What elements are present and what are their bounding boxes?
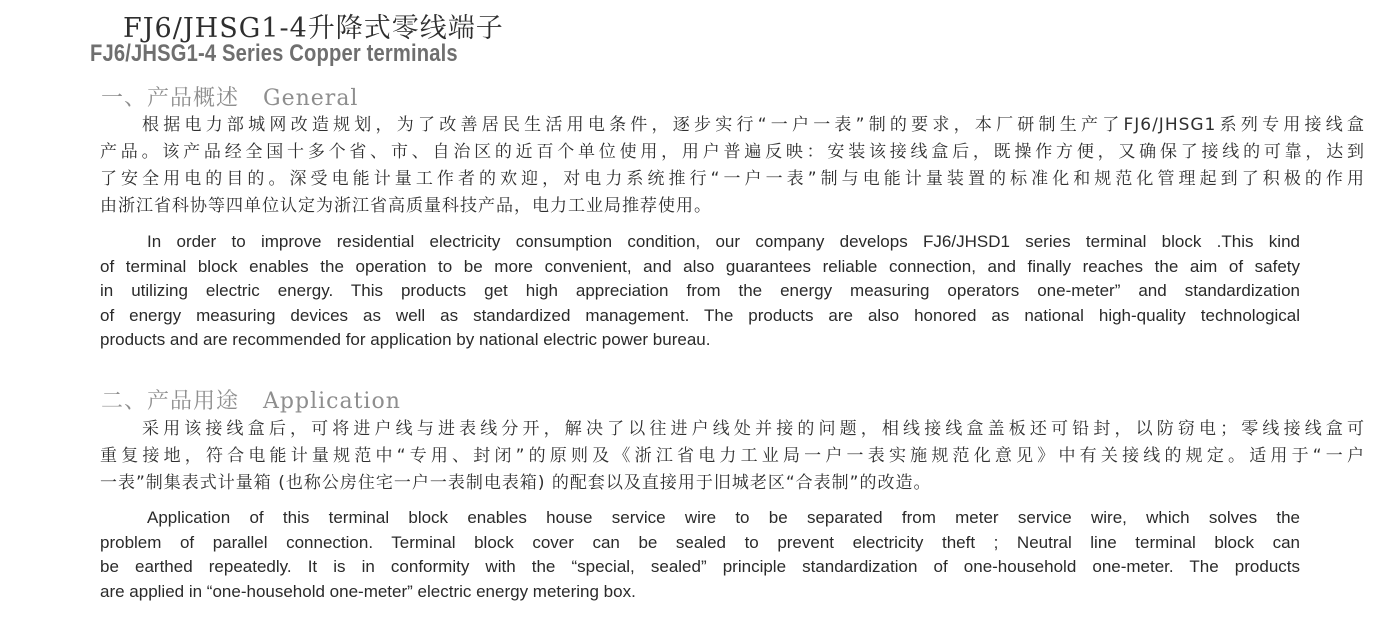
general-cn-line-1: 根据电力部城网改造规划，为了改善居民生活用电条件，逐步实行“一户一表”制的要求，本厂研制生产了FJ6/JHSG1系列专用接线盒 (142, 115, 1365, 135)
general-cn-line-3: 了安全用电的目的。深受电能计量工作者的欢迎，对电力系统推行“一户一表”制与电能计量装置的标准化和规范化管理起到了积极的作用 (100, 169, 1365, 189)
section-heading-application-en: Application (263, 389, 401, 414)
general-cn-line-2: 产品。该产品经全国十多个省、市、自治区的近百个单位使用，用户普遍反映：安装该接线盒后，既操作方便，又确保了接线的可靠，达到 (100, 142, 1365, 162)
general-en-line-1: In order to improve residential electricity consumption condition, our company develops FJ6/JHSD1 series terminal block .This kind (147, 232, 1300, 251)
section-heading-general (101, 81, 358, 112)
general-chinese-paragraph (100, 112, 1365, 220)
application-english-paragraph (100, 506, 1300, 604)
general-en-line-3: in utilizing electric energy. This products get high appreciation from the energy measuring operators one-meter” and standardization (100, 281, 1300, 300)
page-title-english: FJ6/JHSG1-4 Series Copper terminals (90, 40, 458, 67)
general-english-paragraph (100, 230, 1300, 353)
application-en-line-1: Application of this terminal block enables house service wire to be separated from meter service wire, which solves the (147, 508, 1300, 527)
application-cn-line-1: 采用该接线盒后，可将进户线与进表线分开，解决了以往进户线处并接的问题，相线接线盒盖板还可铅封，以防窃电；零线接线盒可 (142, 419, 1365, 439)
general-cn-line-4: 由浙江省科协等四单位认定为浙江省高质量科技产品，电力工业局推荐使用。 (100, 196, 712, 216)
section-heading-application (101, 384, 401, 415)
page-title-chinese: FJ6/JHSG1-4升降式零线端子 (123, 13, 504, 44)
general-en-line-4: of energy measuring devices as well as standardized management. The products are also honored as national high-quality technological (100, 305, 1300, 325)
general-en-line-5: products and are recommended for application by national electric power bureau. (100, 330, 711, 349)
general-en-line-2: of terminal block enables the operation to be more convenient, and also guarantees reliable connection, and finally reaches the aim of safety (100, 256, 1300, 276)
application-en-line-2: problem of parallel connection. Terminal block cover can be sealed to prevent electricity theft ; Neutral line terminal block can (100, 532, 1300, 552)
section-heading-general-cn: 一、产品概述 (101, 86, 240, 111)
section-heading-general-en: General (263, 86, 359, 111)
section-heading-application-cn: 二、产品用途 (101, 389, 240, 414)
application-en-line-3: be earthed repeatedly. It is in conformity with the “special, sealed” principle standardization of one-household one-meter. The products (100, 557, 1300, 576)
application-chinese-paragraph (100, 416, 1365, 497)
application-cn-line-2: 重复接地，符合电能计量规范中“专用、封闭”的原则及《浙江省电力工业局一户一表实施规范化意见》中有关接线的规定。适用于“一户 (100, 446, 1365, 466)
application-cn-line-3: 一表”制集表式计量箱 (也称公房住宅一户一表制电表箱) 的配套以及直接用于旧城老区“合表制”的改造。 (100, 473, 932, 493)
application-en-line-4: are applied in “one-household one-meter” electric energy metering box. (100, 581, 636, 601)
